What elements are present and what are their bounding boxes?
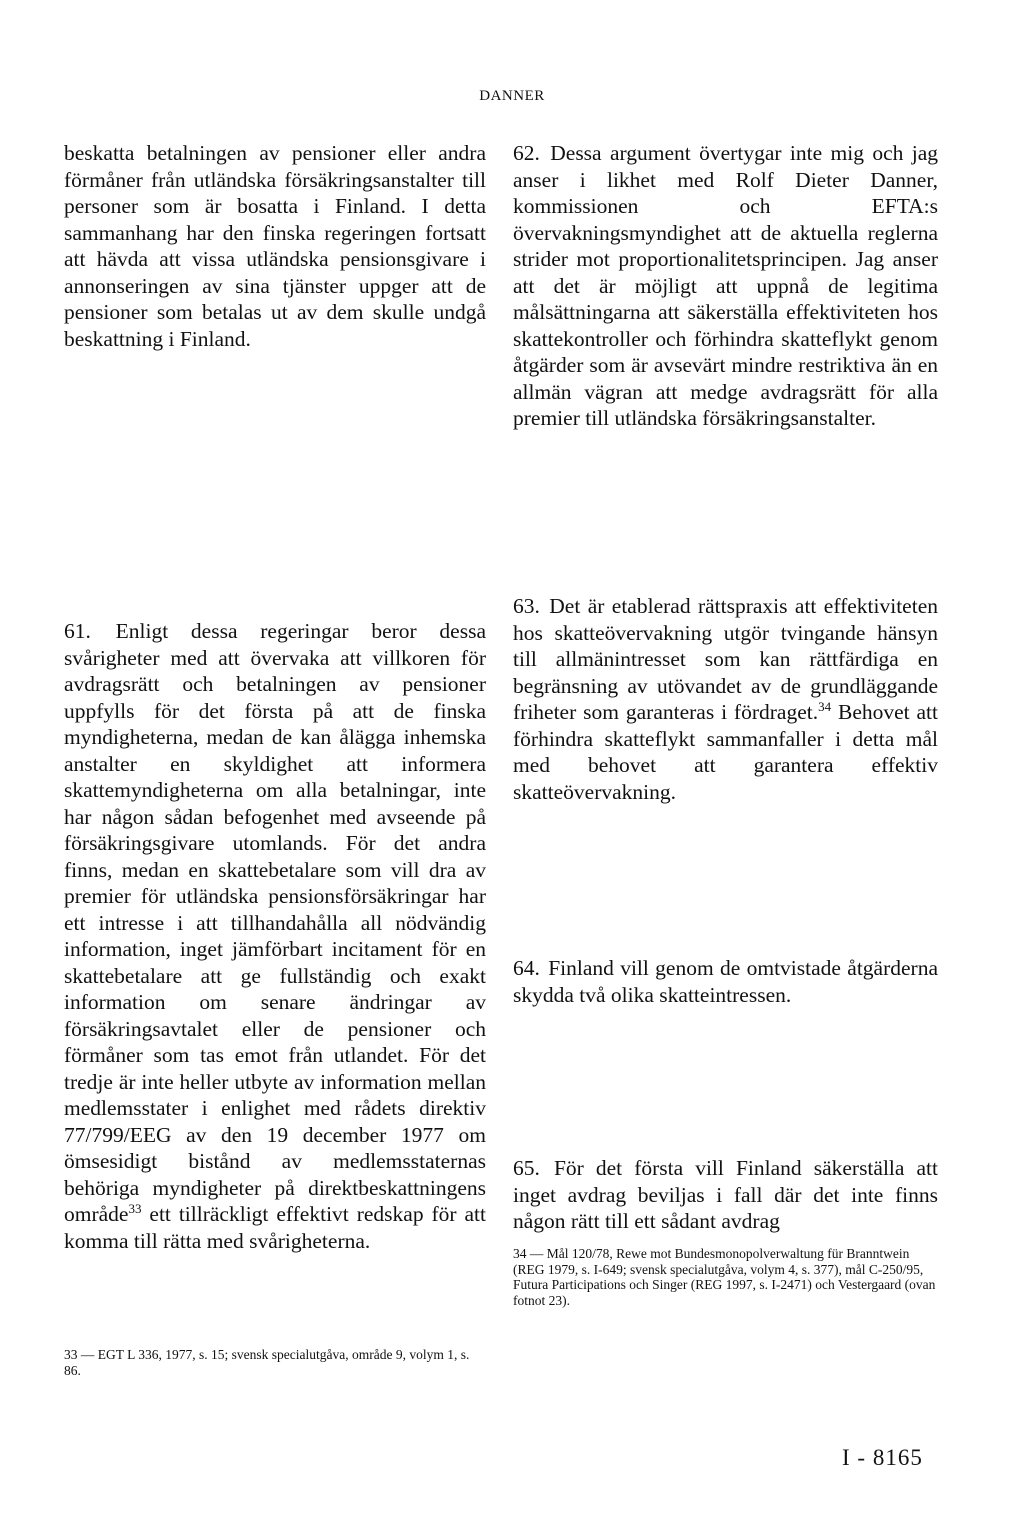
paragraph-62	[513, 140, 938, 432]
paragraph-text: Enligt dessa regeringar beror dessa svårigheter med att övervaka att villkoren för avdragsrätt och betalningen av pensioner uppfylls för det första på att de finska myndigheterna, medan de kan ålägga inhemska anstalter en skyldighet att informera skattemyndigheterna om alla betalningar, inte har någon sådan befogenhet med avseende på försäkringsgivare utomlands. För det andra finns, medan en skattebetalare som vill dra av premier för utländska pensionsförsäkringar har ett intresse i att tillhandahålla all nödvändig information, inget jämförbart incitament för en skattebetalare att ge fullständig och exakt information om senare ändringar av försäkringsavtalet eller de pensioner och förmåner som tas emot från utlandet. För det tredje är inte heller utbyte av information mellan medlemsstater i enlighet med rådets direktiv 77/799/EEG av den 19 december 1977 om ömsesidigt bistånd av medlemsstaternas behöriga myndigheter på direktbeskattningens område	[64, 619, 486, 1226]
paragraph-text: ett tillräckligt effektivt redskap för att komma till rätta med svårigheterna.	[64, 1202, 486, 1253]
page-number: I - 8165	[842, 1445, 923, 1470]
paragraph-61	[64, 618, 486, 1254]
paragraph-number: 65.	[513, 1156, 540, 1180]
running-header: DANNER	[479, 88, 545, 104]
paragraph-text: För det första vill Finland säkerställa att inget avdrag beviljas i fall där det inte finns någon rätt till ett sådant avdrag	[513, 1156, 938, 1233]
paragraph-number: 63.	[513, 594, 540, 618]
paragraph-number: 64.	[513, 956, 540, 980]
paragraph-text: Dessa argument övertygar inte mig och jag anser i likhet med Rolf Dieter Danner, kommissionen och EFTA:s övervakningsmyndighet att de aktuella reglerna strider mot proportionalitetsprincipen. Jag anser att det är möjligt att uppnå de legitima målsättningarna att säkerställa effektiviteten hos skattekontroller och förhindra skatteflykt genom åtgärder som är avsevärt mindre restriktiva än en allmän vägran att medge avdragsrätt för alla premier till utländska försäkringsanstalter.	[513, 141, 938, 430]
footnote-reference[interactable]: 34	[818, 698, 832, 714]
paragraph-number: 61.	[64, 619, 91, 643]
footnote-33: 33 — EGT L 336, 1977, s. 15; svensk specialutgåva, område 9, volym 1, s. 86.	[64, 1347, 470, 1378]
paragraph-60-continuation: beskatta betalningen av pensioner eller andra förmåner från utländska försäkringsanstalter till personer som är bosatta i Finland. I detta sammanhang har den finska regeringen fortsatt att hävda att vissa utländska pensionsgivare i annonseringen av sina tjänster uppger att de pensioner som betalas ut av dem skulle undgå beskattning i Finland.	[64, 141, 486, 351]
paragraph-text: Det är etablerad rättspraxis att effektiviteten hos skatteövervakning utgör tvingande hänsyn till allmänintresset som kan rättfärdiga en begränsning av utövandet av de grundläggande friheter som garanteras i fördraget.	[513, 594, 938, 724]
footnote-34: 34 — Mål 120/78, Rewe mot Bundesmonopolverwaltung für Branntwein (REG 1979, s. I-649; svensk specialutgåva, volym 4, s. 377), mål C-250/95, Futura Participations och Singer (REG 1997, s. I-2471) och Vestergaard (ovan fotnot 23).	[513, 1246, 936, 1308]
paragraph-63	[513, 593, 938, 805]
paragraph-64	[513, 955, 938, 1008]
paragraph-text: Finland vill genom de omtvistade åtgärderna skydda två olika skatteintressen.	[513, 956, 938, 1007]
paragraph-number: 62.	[513, 141, 540, 165]
footnote-reference[interactable]: 33	[128, 1200, 142, 1216]
paragraph-text: Behovet att förhindra skatteflykt sammanfaller i detta mål med behovet att garantera effektiv skatteövervakning.	[513, 700, 939, 804]
paragraph-65	[513, 1155, 938, 1235]
